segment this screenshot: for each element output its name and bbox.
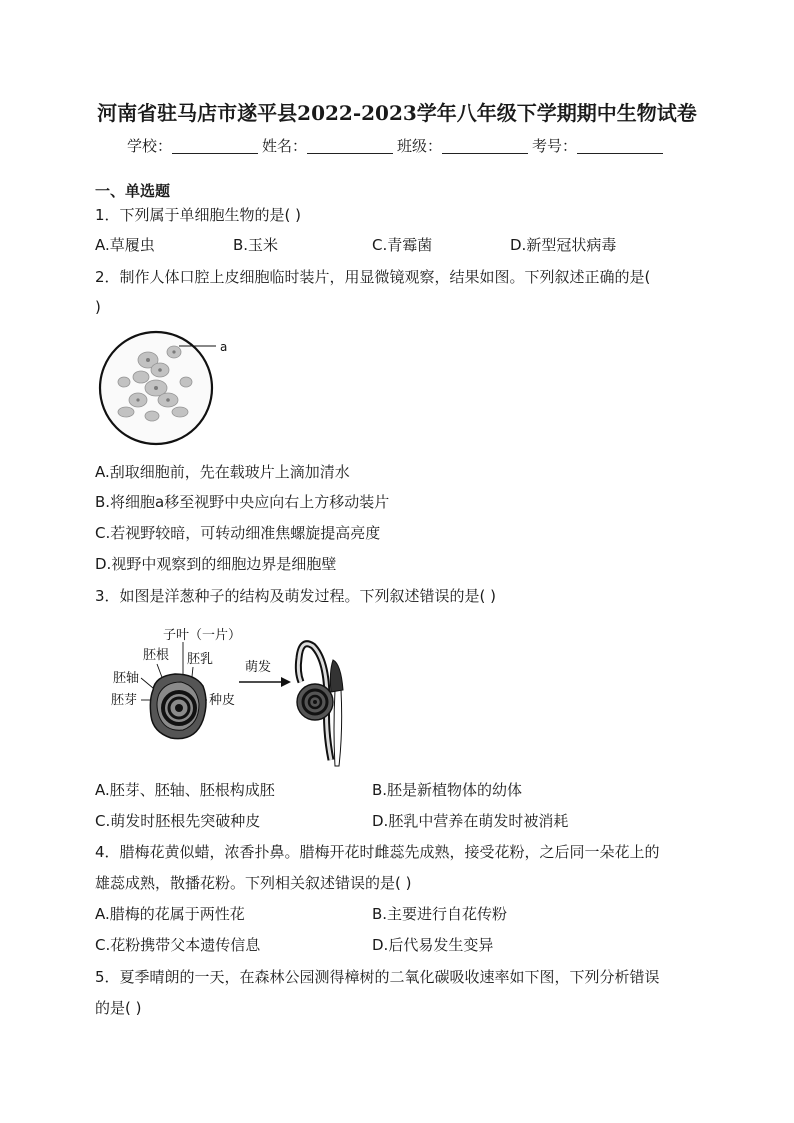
question-4-option-b[interactable]: B.主要进行自花传粉 xyxy=(372,905,508,923)
question-4-option-c[interactable]: C.花粉携带父本遗传信息 xyxy=(95,936,261,954)
figure-label-a: a xyxy=(220,340,228,354)
label-plumule: 胚芽 xyxy=(111,693,138,708)
question-4-option-d[interactable]: D.后代易发生变异 xyxy=(372,936,494,954)
label-endosperm: 胚乳 xyxy=(187,652,214,667)
question-1-stem: 1．下列属于单细胞生物的是( ) xyxy=(95,206,302,224)
class-blank[interactable] xyxy=(442,137,528,154)
question-4-stem-line2: 雄蕊成熟，散播花粉。下列相关叙述错误的是( ) xyxy=(95,874,412,892)
exam-title: 河南省驻马店市遂平县2022-2023学年八年级下学期期中生物试卷 xyxy=(97,101,697,125)
student-info-line xyxy=(0,134,794,158)
question-3-option-d[interactable]: D.胚乳中营养在萌发时被消耗 xyxy=(372,812,569,830)
question-4-stem-line1: 4．腊梅花黄似蜡，浓香扑鼻。腊梅开花时雌蕊先成熟，接受花粉，之后同一朵花上的 xyxy=(95,843,660,861)
question-2-option-a[interactable]: A.刮取细胞前，先在载玻片上滴加清水 xyxy=(95,463,350,481)
label-seed-coat: 种皮 xyxy=(209,693,236,708)
question-5-stem-line2: 的是( ) xyxy=(95,999,142,1017)
question-1-option-d[interactable]: D.新型冠状病毒 xyxy=(510,236,617,254)
label-radicle: 胚根 xyxy=(143,648,170,663)
label-germinate: 萌发 xyxy=(245,660,272,675)
question-2-stem-line1: 2．制作人体口腔上皮细胞临时装片，用显微镜观察，结果如图。下列叙述正确的是( xyxy=(95,268,651,286)
school-label: 学校： xyxy=(126,137,172,155)
question-3-option-c[interactable]: C.萌发时胚根先突破种皮 xyxy=(95,812,261,830)
question-2-option-c[interactable]: C.若视野较暗，可转动细准焦螺旋提高亮度 xyxy=(95,524,381,542)
question-1-option-b[interactable]: B.玉米 xyxy=(233,236,279,254)
school-blank[interactable] xyxy=(172,137,258,154)
question-2-option-b[interactable]: B.将细胞a移至视野中央应向右上方移动装片 xyxy=(95,493,390,511)
question-2-option-d[interactable]: D.视野中观察到的细胞边界是细胞壁 xyxy=(95,555,337,573)
onion-seed-figure xyxy=(105,620,365,770)
question-3-option-b[interactable]: B.胚是新植物体的幼体 xyxy=(372,781,523,799)
question-3-option-a[interactable]: A.胚芽、胚轴、胚根构成胚 xyxy=(95,781,275,799)
question-4-option-a[interactable]: A.腊梅的花属于两性花 xyxy=(95,905,245,923)
section-title: 一、单选题 xyxy=(95,182,171,200)
exam-no-blank[interactable] xyxy=(577,137,663,154)
question-2-stem-line2: ) xyxy=(95,298,101,316)
question-1-option-a[interactable]: A.草履虫 xyxy=(95,236,155,254)
name-blank[interactable] xyxy=(307,137,393,154)
class-label: 班级： xyxy=(397,137,443,155)
exam-no-label: 考号： xyxy=(532,137,578,155)
question-3-stem: 3．如图是洋葱种子的结构及萌发过程。下列叙述错误的是( ) xyxy=(95,587,497,605)
question-5-stem-line1: 5．夏季晴朗的一天，在森林公园测得樟树的二氧化碳吸收速率如下图，下列分析错误 xyxy=(95,968,660,986)
label-cotyledon: 子叶（一片） xyxy=(163,628,242,643)
name-label: 姓名： xyxy=(261,137,307,155)
label-hypocotyl: 胚轴 xyxy=(113,671,140,686)
question-1-option-c[interactable]: C.青霉菌 xyxy=(372,236,433,254)
microscope-field-figure xyxy=(96,330,236,446)
